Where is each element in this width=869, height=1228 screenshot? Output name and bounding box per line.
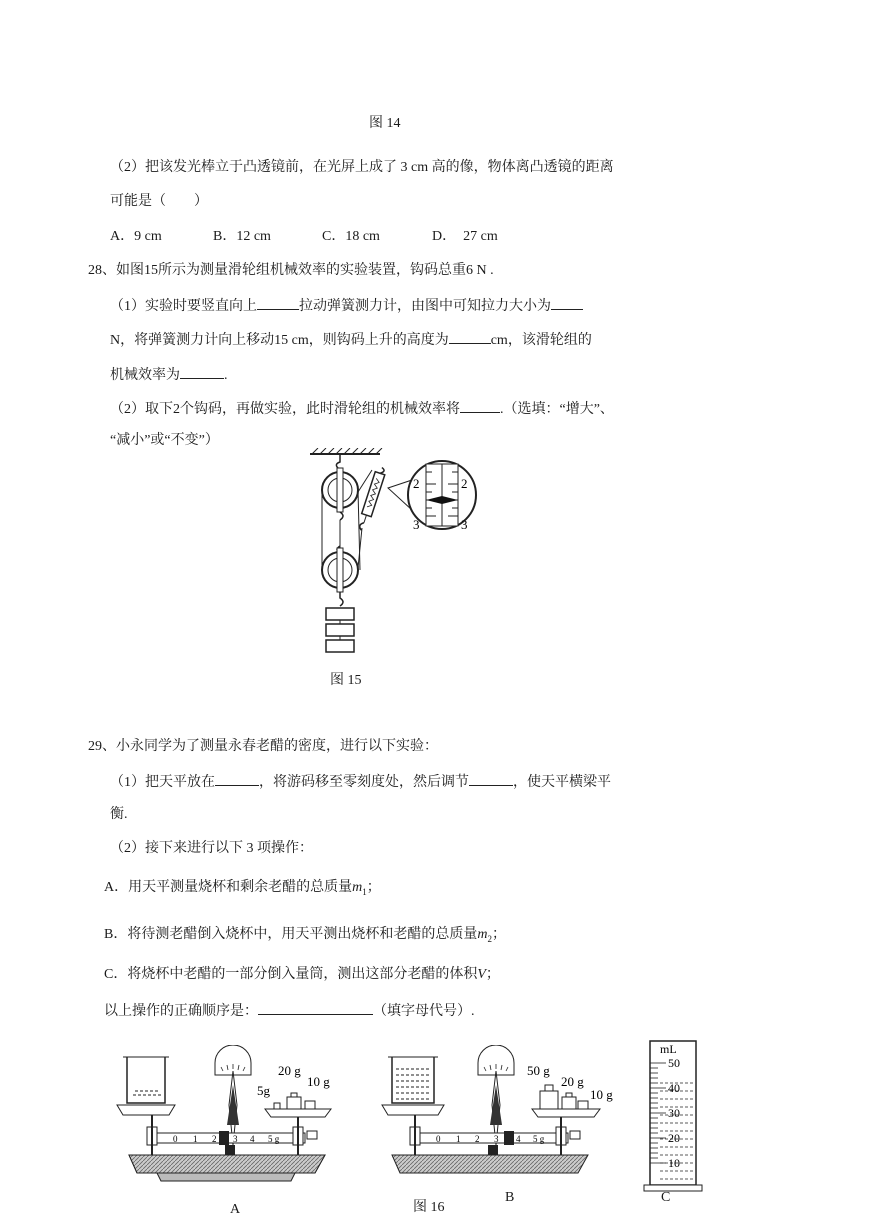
option-b: B．12 cm [213, 229, 271, 244]
beam-scale-label: 4 [250, 1134, 255, 1144]
weight-block [326, 640, 354, 652]
beam-scale-label: 0 [436, 1134, 441, 1144]
figure-b-label: B [505, 1190, 515, 1205]
q28-part1-line3 [110, 364, 228, 386]
q28-text: cm，该滑轮组的 [490, 333, 592, 348]
scale-label: 2 [413, 476, 420, 491]
q28-part1-line2 [110, 329, 592, 351]
beam-scale-label: 4 [516, 1134, 521, 1144]
scale-label: 2 [461, 476, 468, 491]
weight-label: 50 g [527, 1063, 550, 1078]
answer-blank [551, 295, 583, 310]
weight-label: 20 g [561, 1074, 584, 1089]
graduated-cylinder [640, 1035, 710, 1195]
q29-title: 29、小永同学为了测量永春老醋的密度，进行以下实验： [88, 739, 438, 754]
figure-15-caption: 图 15 [330, 673, 362, 688]
op-text: C．将烧杯中老醋的一部分倒入量筒，测出这部分老醋的体积 [104, 967, 478, 982]
beam-scale-label: 5 g [268, 1134, 280, 1144]
beam-scale-label: 3 [233, 1134, 238, 1144]
q28-text: .（选填：“增大”、 [500, 402, 614, 417]
q29-op-b [104, 925, 506, 949]
weight-block [326, 608, 354, 620]
q28-text: . [224, 368, 228, 383]
q29-text: （填字母代号）. [373, 1004, 475, 1019]
option-a: A．9 cm [110, 229, 162, 244]
weight-label: 10 g [307, 1074, 330, 1089]
balance-b [378, 1045, 618, 1195]
q29-text: （1）把天平放在 [110, 775, 215, 790]
option-c: C．18 cm [322, 229, 380, 244]
q29-text: 以上操作的正确顺序是： [104, 1004, 258, 1019]
q28-part2-line1 [110, 398, 614, 420]
cylinder-mark: 20 [668, 1131, 680, 1145]
op-end: ； [366, 880, 381, 895]
op-end: ； [485, 967, 500, 982]
beam-scale-label: 3 [494, 1134, 499, 1144]
beam-scale-label: 0 [173, 1134, 178, 1144]
figure-c-label: C [661, 1190, 671, 1205]
scale-label: 3 [461, 517, 468, 532]
q29-part1-line2: 衡. [110, 807, 128, 822]
q28-text: 机械效率为 [110, 368, 180, 383]
q28-text: N，将弹簧测力计向上移动15 cm，则钩码上升的高度为 [110, 333, 449, 348]
q29-part2: （2）接下来进行以下 3 项操作： [110, 841, 313, 856]
q28-part2-line2: “减小”或“不变”） [110, 433, 219, 448]
q29-part1-line1 [110, 771, 611, 793]
figure-16-caption: 图 16 [413, 1200, 445, 1215]
spring-scale [357, 466, 387, 532]
beam-scale-label: 2 [212, 1134, 217, 1144]
answer-blank [257, 295, 299, 310]
answer-blank [258, 1000, 373, 1015]
q27-part2-line2: 可能是（ ） [110, 194, 208, 209]
q29-op-a [104, 878, 381, 902]
answer-blank [460, 398, 500, 413]
q28-text: 拉动弹簧测力计，由图中可知拉力大小为 [299, 299, 551, 314]
var: m [477, 927, 488, 942]
q27-part2-line1: （2）把该发光棒立于凸透镜前，在光屏上成了 3 cm 高的像，物体离凸透镜的距离 [110, 160, 614, 175]
answer-blank [180, 364, 224, 379]
answer-blank [215, 771, 259, 786]
q28-part1-line1 [110, 295, 583, 317]
op-text: A．用天平测量烧杯和剩余老醋的总质量 [104, 880, 353, 895]
q29-text: ，将游码移至零刻度处，然后调节 [259, 775, 469, 790]
subscript: 2 [487, 933, 492, 944]
var: V [477, 967, 486, 982]
weight-label: 5g [257, 1083, 270, 1098]
op-end: ； [491, 927, 506, 942]
subscript: 1 [362, 886, 367, 897]
cylinder-mark: 40 [668, 1081, 680, 1095]
figure-14-caption: 图 14 [369, 116, 401, 131]
op-text: B．将待测老醋倒入烧杯中，用天平测出烧杯和老醋的总质量 [104, 927, 478, 942]
cylinder-unit: mL [660, 1042, 677, 1056]
weight-block [326, 624, 354, 636]
answer-blank [469, 771, 513, 786]
weight-label: 10 g [590, 1087, 613, 1102]
balance-a [115, 1045, 345, 1195]
q29-op-c [104, 965, 500, 985]
q29-text: ，使天平横梁平 [513, 775, 611, 790]
cylinder-mark: 30 [668, 1106, 680, 1120]
answer-blank [449, 329, 491, 344]
weight-label: 20 g [278, 1063, 301, 1078]
q29-order [104, 1000, 475, 1022]
var: m [352, 880, 363, 895]
scale-label: 3 [413, 517, 420, 532]
option-d: D． 27 cm [432, 229, 498, 244]
beam-scale-label: 1 [193, 1134, 198, 1144]
cylinder-mark: 50 [668, 1056, 680, 1070]
figure-a-label: A [230, 1202, 241, 1217]
q28-title: 28、如图15所示为测量滑轮组机械效率的实验装置，钩码总重6 N . [88, 263, 494, 278]
q28-text: （2）取下2个钩码，再做实验，此时滑轮组的机械效率将 [110, 402, 460, 417]
cylinder-mark: 10 [668, 1156, 680, 1170]
pulley-diagram [300, 448, 490, 660]
beam-scale-label: 1 [456, 1134, 461, 1144]
beam-scale-label: 2 [475, 1134, 480, 1144]
q28-text: （1）实验时要竖直向上 [110, 299, 257, 314]
beam-scale-label: 5 g [533, 1134, 545, 1144]
